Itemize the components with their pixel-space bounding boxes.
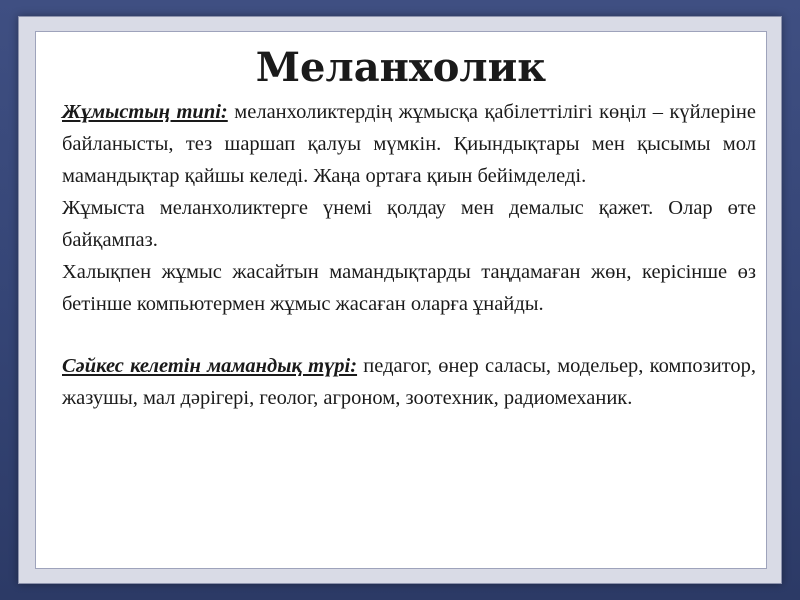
slide-frame: [18, 16, 782, 584]
professions-label: Сәйкес келетін мамандық түрі:: [62, 355, 358, 377]
slide-title: Меланхолик: [255, 44, 547, 91]
slide-content-panel: [35, 31, 767, 569]
recommendation-paragraph: Халықпен жұмыс жасайтын мамандықтарды таңдамаған жөн, керісінше өз бетінше компьютермен жұмыс жасаған оларға ұнайды.: [62, 261, 756, 315]
slide-body: [62, 96, 756, 414]
support-paragraph: Жұмыста меланхоликтерге үнемі қолдау мен демалыс қажет. Олар өте байқампаз.: [62, 197, 756, 251]
work-type-text: меланхоликтердің жұмысқа қабілеттілігі көңіл – күйлеріне байланысты, тез шаршап қалуы мүмкін. Қиындықтары мен қысымы мол мамандықтар қайшы келеді. Жаңа ортаға қиын бейімделеді.: [62, 101, 756, 187]
work-type-label: Жұмыстың типі:: [62, 101, 228, 123]
professions-text: педагог, өнер саласы, модельер, композитор, жазушы, мал дәрігері, геолог, агроном, зоотехник, радиомеханик.: [62, 355, 756, 409]
work-type-paragraph: [62, 96, 756, 192]
professions-paragraph: [62, 350, 756, 414]
paragraph-spacer: [62, 320, 756, 350]
